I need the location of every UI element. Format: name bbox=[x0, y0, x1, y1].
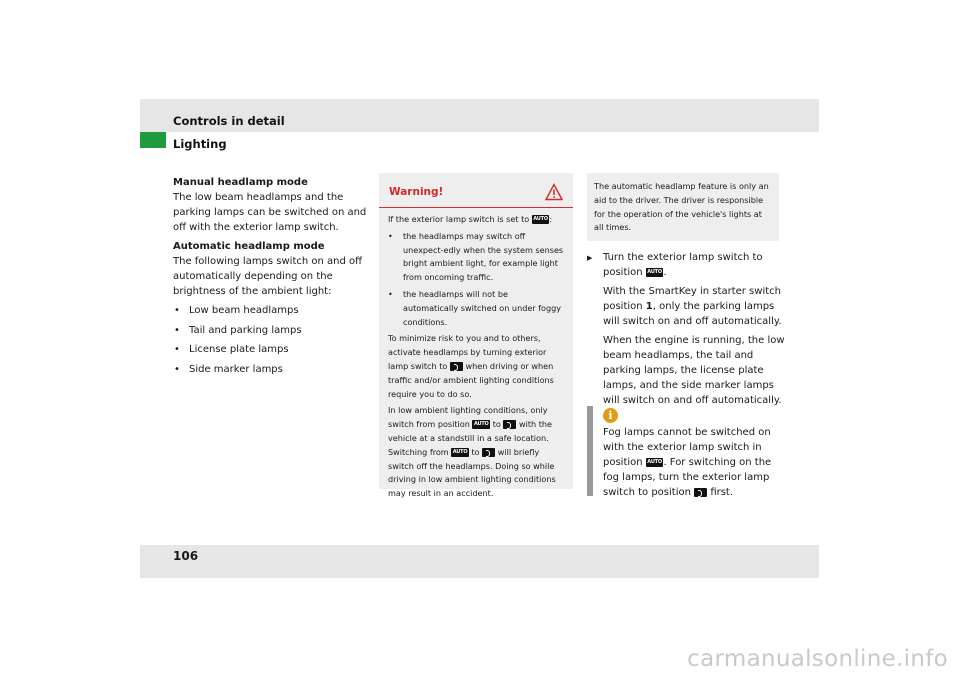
list-item: • License plate lamps bbox=[173, 342, 368, 357]
low-beam-icon bbox=[503, 420, 516, 429]
section-title: Lighting bbox=[173, 137, 227, 151]
warning-header bbox=[379, 173, 573, 208]
step-text: ▶ Turn the exterior lamp switch to position AUTO . bbox=[603, 252, 763, 278]
chapter-title: Controls in detail bbox=[173, 114, 285, 128]
info-box bbox=[587, 406, 793, 496]
warning-body bbox=[379, 208, 573, 501]
low-beam-icon bbox=[450, 362, 463, 371]
auto-position-icon: AUTO bbox=[452, 448, 468, 455]
list-item: • Tail and parking lamps bbox=[173, 323, 368, 338]
warning-title: Warning! bbox=[389, 186, 444, 198]
section-marker bbox=[140, 132, 166, 148]
list-item: • the headlamps will not be automatically switched on under foggy conditions. bbox=[388, 288, 564, 329]
list-item: • Low beam headlamps bbox=[173, 303, 368, 318]
note-box bbox=[587, 173, 779, 241]
lamp-list bbox=[173, 303, 368, 377]
low-beam-icon bbox=[482, 448, 495, 457]
auto-mode-text: The following lamps switch on and off automatically depending on the brightness of the ambient light: bbox=[173, 256, 363, 297]
auto-position-icon: AUTO bbox=[647, 458, 662, 465]
auto-mode-heading: Automatic headlamp mode bbox=[173, 241, 325, 252]
footer-bar bbox=[140, 545, 819, 578]
warning-intro: If the exterior lamp switch is set to AUTO : bbox=[388, 214, 553, 224]
warning-box bbox=[379, 173, 573, 499]
warning-paragraph: In low ambient lighting conditions, only switch from position AUTO to with the vehicle at a standstill in a safe location. Switching from AUTO to will briefly switch off the headlamps. Doing so while driving in low ambient lighting conditions may result in an accident. bbox=[388, 405, 556, 499]
note-text: The automatic headlamp feature is only an aid to the driver. The driver is responsible for the operation of the vehicle's lights at all times. bbox=[594, 181, 769, 233]
page-number: 106 bbox=[173, 549, 199, 563]
watermark: carmanualsonline.info bbox=[687, 646, 948, 672]
info-icon: i bbox=[603, 408, 618, 423]
instruction-step bbox=[587, 250, 787, 280]
info-text: Fog lamps cannot be switched on with the exterior lamp switch in position AUTO . For switching on the fog lamps, turn the exterior lamp switch to position first. bbox=[603, 427, 772, 498]
list-item: • Side marker lamps bbox=[173, 362, 368, 377]
list-item: • the headlamps may switch off unexpect-edly when the system senses bright ambient light, for example light from oncoming traffic. bbox=[388, 230, 564, 285]
manual-mode-text: The low beam headlamps and the parking lamps can be switched on and off with the exterior lamp switch. bbox=[173, 192, 367, 233]
warning-paragraph: To minimize risk to you and to others, activate headlamps by turning exterior lamp switch to when driving or when traffic and/or ambient lighting conditions require you to do so. bbox=[388, 333, 554, 399]
auto-position-icon: AUTO bbox=[533, 216, 548, 222]
auto-position-icon: AUTO bbox=[647, 268, 662, 275]
warning-list bbox=[388, 230, 564, 330]
warning-triangle-icon bbox=[545, 183, 563, 201]
manual-mode-heading: Manual headlamp mode bbox=[173, 177, 308, 188]
low-beam-icon bbox=[694, 488, 707, 497]
auto-position-icon: AUTO bbox=[473, 421, 489, 428]
right-column bbox=[587, 250, 787, 412]
left-column bbox=[173, 175, 368, 381]
step-detail: With the SmartKey in starter switch position 1, only the parking lamps will switch on and off automatically. bbox=[603, 286, 782, 327]
step-detail: When the engine is running, the low beam headlamps, the tail and parking lamps, the license plate lamps, and the side marker lamps will switch on and off automatically. bbox=[603, 335, 785, 406]
